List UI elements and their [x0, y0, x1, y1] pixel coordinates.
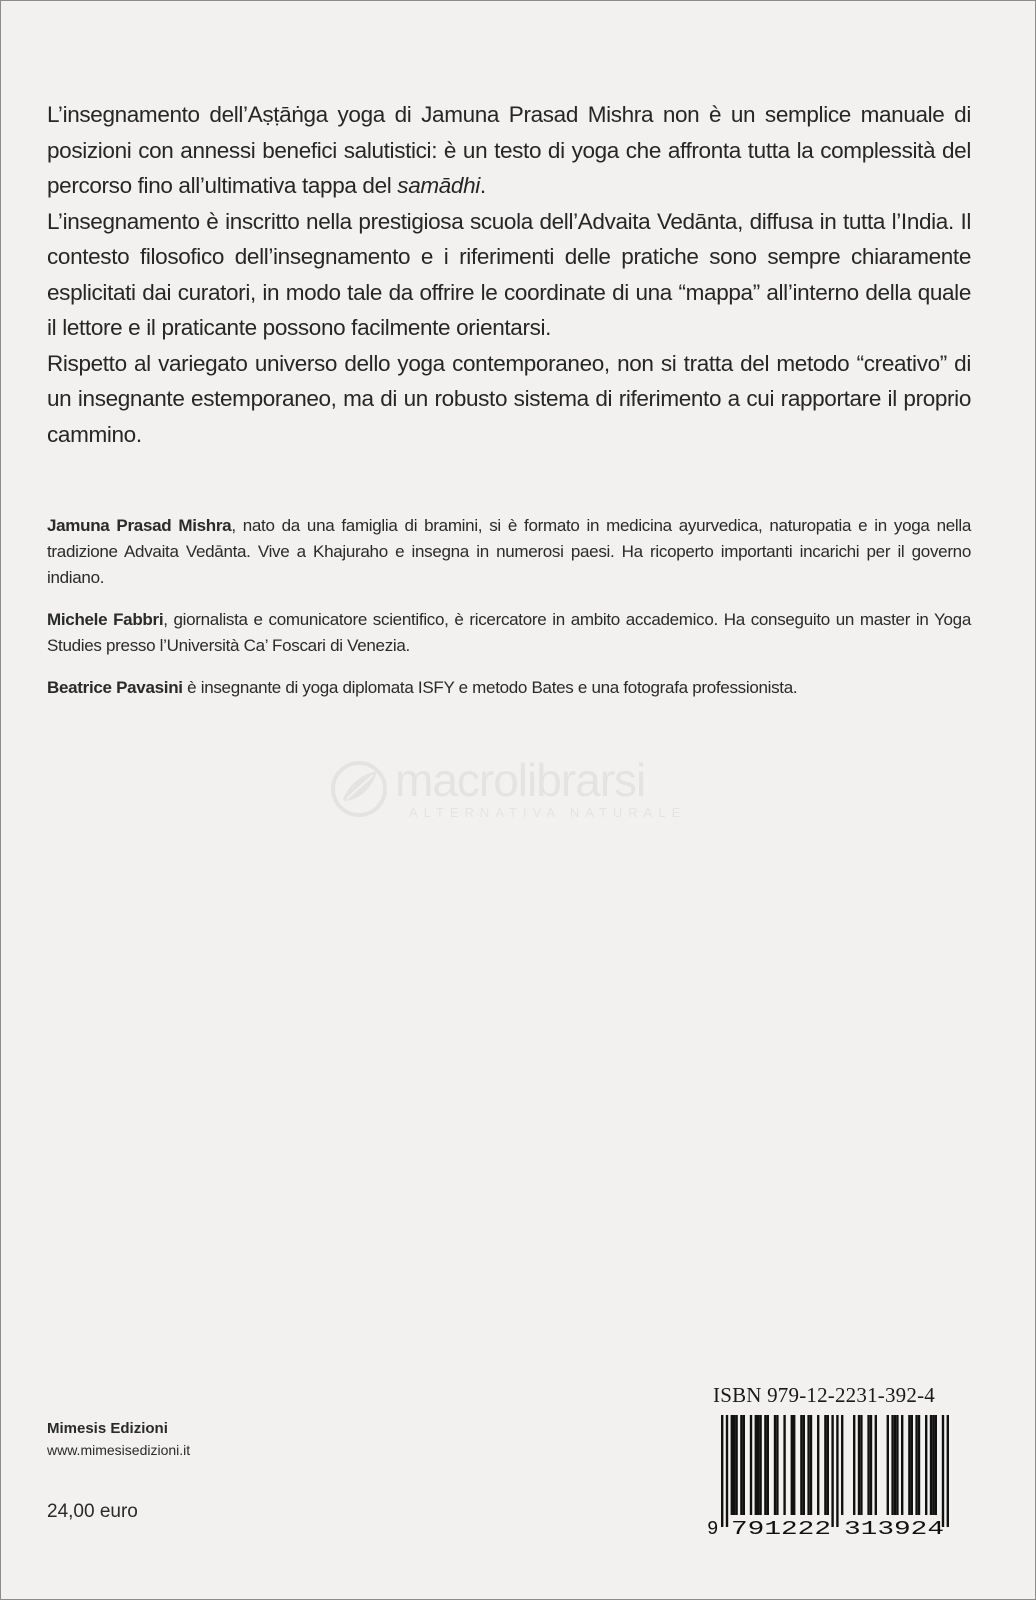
barcode-bar: [726, 1415, 728, 1527]
bio-fabbri-name: Michele Fabbri: [47, 610, 164, 629]
barcode-bar: [911, 1415, 913, 1515]
barcode-digits-left: 791222: [731, 1518, 831, 1537]
publisher-name: Mimesis Edizioni: [47, 1420, 168, 1437]
barcode-bar: [731, 1415, 733, 1515]
barcode-bar: [930, 1415, 932, 1515]
publisher-url: www.mimesisedizioni.it: [47, 1442, 191, 1458]
barcode-bar: [942, 1415, 944, 1527]
bio-pavasini: [47, 675, 971, 701]
barcode-bar: [836, 1415, 838, 1527]
watermark-tagline: ALTERNATIVA NATURALE: [409, 805, 687, 820]
barcode-bar: [891, 1415, 893, 1515]
barcode-bar: [759, 1415, 761, 1515]
barcode-bar: [774, 1415, 776, 1515]
blurb: [47, 97, 971, 452]
barcode-bar: [841, 1415, 843, 1515]
price: 24,00 euro: [47, 1501, 138, 1522]
barcode-bar: [860, 1415, 862, 1515]
barcode-digits-right: 313924: [844, 1518, 944, 1537]
isbn-barcode: [701, 1413, 969, 1537]
blurb-paragraph-1: [47, 97, 971, 204]
barcode-bar: [915, 1415, 917, 1515]
barcode-bar: [740, 1415, 742, 1515]
barcode-bar: [750, 1415, 752, 1515]
barcode-bar: [793, 1415, 795, 1515]
blurb-paragraph-1-end: .: [479, 173, 486, 198]
barcode-bar: [875, 1415, 877, 1515]
watermark-brand: macrolibrarsi: [395, 754, 646, 806]
barcode-bar: [776, 1415, 778, 1515]
publisher-block: [47, 1419, 190, 1461]
barcode-bar: [800, 1415, 802, 1515]
barcode-bar: [908, 1415, 910, 1515]
barcode-bar: [783, 1415, 785, 1515]
bio-fabbri: [47, 607, 971, 659]
barcode-bar: [947, 1415, 949, 1527]
bio-pavasini-name: Beatrice Pavasini: [47, 678, 183, 697]
blurb-paragraph-3: Rispetto al variegato universo dello yoga contemporaneo, non si tratta del metodo “creativo” di un insegnante estemporaneo, ma di un robusto sistema di riferimento a cui rapportare il proprio cammino.: [47, 350, 971, 447]
barcode-bar: [743, 1415, 745, 1515]
bio-fabbri-text: , giornalista e comunicatore scientifico, è ricercatore in ambito accademico. Ha conseguito un master in Yoga Studies presso l’Università Ca’ Foscari di Venezia.: [47, 610, 971, 655]
barcode-bar: [831, 1415, 833, 1527]
barcode-bar: [767, 1415, 769, 1515]
bio-mishra: [47, 513, 971, 591]
bio-mishra-text: , nato da una famiglia di bramini, si è formato in medicina ayurvedica, naturopatia e in yoga nella tradizione Advaita Vedānta. Vive a Khajuraho e insegna in numerosi paesi. Ha ricoperto importanti incarichi per il governo indiano.: [47, 516, 971, 587]
barcode-bar: [807, 1415, 809, 1515]
barcode-bar: [896, 1415, 898, 1515]
barcode-bar: [887, 1415, 889, 1515]
blurb-paragraph-1-text: L’insegnamento dell’Aṣṭāṅga yoga di Jamuna Prasad Mishra non è un semplice manuale di posizioni con annessi benefici salutistici: è un testo di yoga che affronta tutta la complessità del percorso fino all’ultimativa tappa del: [47, 102, 971, 198]
barcode-bar: [853, 1415, 855, 1515]
bio-mishra-name: Jamuna Prasad Mishra: [47, 516, 232, 535]
barcode-bar: [925, 1415, 927, 1515]
barcode-bar: [901, 1415, 903, 1515]
barcode-bar: [824, 1415, 826, 1515]
barcode-bar: [803, 1415, 805, 1515]
barcode-bar: [867, 1415, 869, 1515]
barcode-bar: [870, 1415, 872, 1515]
barcode-bar: [791, 1415, 793, 1515]
barcode-bar: [827, 1415, 829, 1515]
isbn-label: ISBN 979-12-2231-392-4: [713, 1383, 935, 1407]
author-bios: [47, 513, 971, 717]
bio-pavasini-text: è insegnante di yoga diplomata ISFY e metodo Bates e una fotografa professionista.: [182, 678, 798, 697]
barcode-lead-digit: 9: [707, 1518, 719, 1537]
barcode-bar: [935, 1415, 937, 1515]
watermark: [329, 753, 729, 833]
barcode-bar: [918, 1415, 920, 1515]
barcode-bar: [733, 1415, 735, 1515]
blurb-paragraph-2: L’insegnamento è inscritto nella prestigiosa scuola dell’Advaita Vedānta, diffusa in tutta l’India. Il contesto filosofico dell’insegnamento e i riferimenti delle pratiche sono sempre chiaramente esplicitati dai curatori, in modo tale da offrire le coordinate di una “mappa” all’interno della quale il lettore e il praticante possono facilmente orientarsi.: [47, 208, 971, 340]
barcode-bar: [764, 1415, 766, 1515]
barcode-bar: [757, 1415, 759, 1515]
barcode-bar: [932, 1415, 934, 1515]
barcode-bar: [817, 1415, 819, 1515]
leaf-circle-logo-icon: [329, 759, 389, 819]
barcode-bar: [810, 1415, 812, 1515]
blurb-samadhi-italic: samādhi: [397, 173, 480, 198]
barcode-bar: [735, 1415, 737, 1515]
barcode-bar: [894, 1415, 896, 1515]
barcode-bar: [858, 1415, 860, 1515]
barcode-bar: [755, 1415, 757, 1515]
barcode-bar: [721, 1415, 723, 1527]
